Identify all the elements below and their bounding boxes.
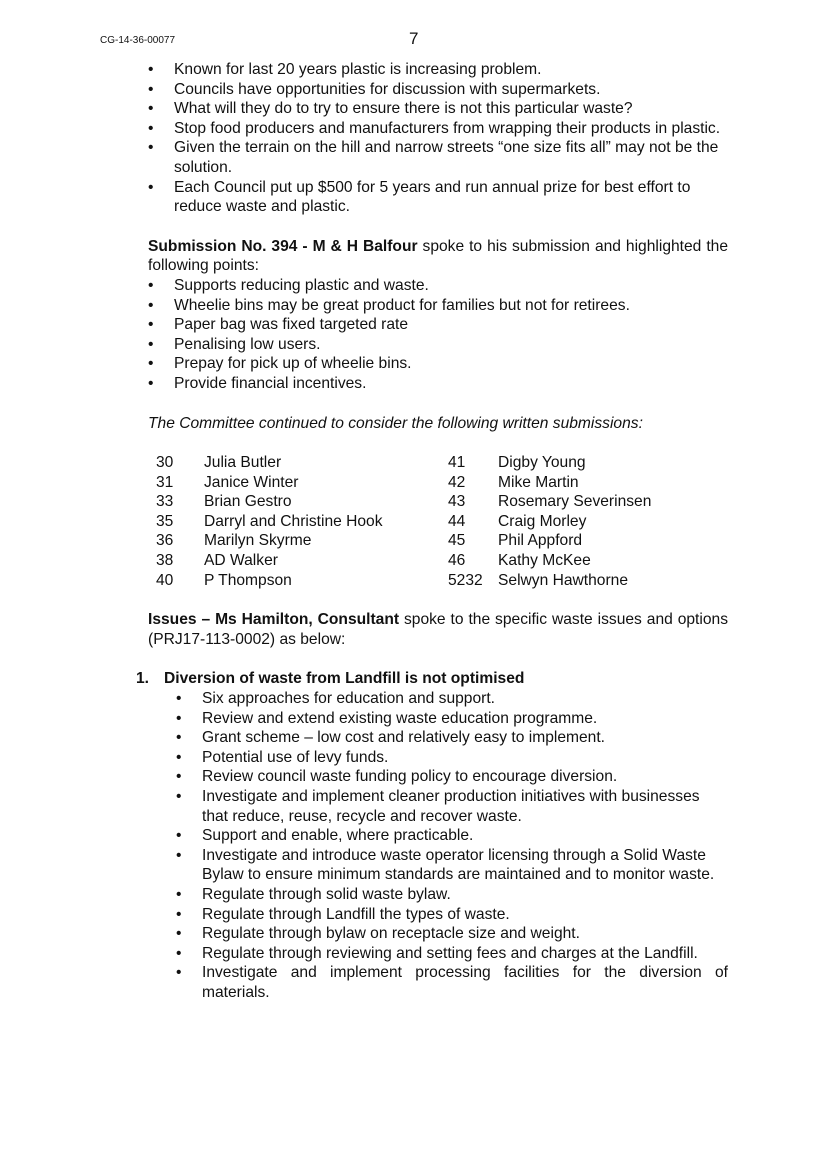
list-item: • Regulate through solid waste bylaw. — [176, 885, 728, 905]
submission-number: 46 — [448, 552, 466, 570]
page-number: 7 — [409, 29, 419, 48]
issues-text: spoke to the specific waste issues and options (PRJ17-113-0002) as below: — [148, 611, 728, 648]
submitter-name: Selwyn Hawthorne — [498, 571, 629, 589]
list-item: • Prepay for pick up of wheelie bins. — [148, 354, 728, 374]
submission-number: 38 — [156, 552, 174, 570]
submitter-name: Mike Martin — [498, 473, 579, 491]
list-item: • Review council waste funding policy to encourage diversion. — [176, 767, 728, 787]
submission-number: 33 — [156, 493, 174, 511]
list-item: • Each Council put up $500 for 5 years and run annual prize for best effort to reduce waste and plastic. — [148, 178, 728, 217]
list-item: • Regulate through bylaw on receptacle size and weight. — [176, 924, 728, 944]
submission-394-heading: Submission No. 394 - M & H Balfour — [148, 237, 418, 255]
list-item: • Six approaches for education and support. — [176, 689, 728, 709]
submitter-name: Darryl and Christine Hook — [204, 512, 383, 530]
submission-number: 41 — [448, 454, 466, 472]
submission-number: 35 — [156, 512, 174, 530]
list-item: • Known for last 20 years plastic is increasing problem. — [148, 60, 728, 80]
document-id: CG-14-36-00077 — [100, 35, 176, 46]
list-item: • Grant scheme – low cost and relatively easy to implement. — [176, 728, 728, 748]
submitter-name: Digby Young — [498, 454, 586, 472]
submitter-name: Marilyn Skyrme — [204, 532, 312, 550]
issues-paragraph — [148, 610, 728, 649]
table-row — [152, 571, 718, 591]
list-item: • What will they do to try to ensure there is not this particular waste? — [148, 99, 728, 119]
submission-number: 44 — [448, 512, 466, 530]
table-row — [152, 453, 718, 473]
list-item: • Investigate and introduce waste operator licensing through a Solid Waste Bylaw to ensure minimum standards are maintained and to monitor waste. — [176, 846, 728, 885]
submission-394-paragraph — [148, 237, 728, 276]
section-1-title: Diversion of waste from Landfill is not optimised — [164, 670, 525, 688]
submitter-name: Phil Appford — [498, 532, 583, 550]
submission-number: 36 — [156, 532, 174, 550]
list-item: • Potential use of levy funds. — [176, 748, 728, 768]
list-item: • Support and enable, where practicable. — [176, 826, 728, 846]
section-1-heading — [136, 669, 728, 689]
list-item: • Given the terrain on the hill and narrow streets “one size fits all” may not be the solution. — [148, 138, 728, 177]
submitter-name: Brian Gestro — [204, 493, 292, 511]
submission-number: 45 — [448, 532, 466, 550]
submitter-name: P Thompson — [204, 571, 292, 589]
submission-394-bullet-list — [148, 276, 728, 394]
submission-number: 42 — [448, 473, 466, 491]
submission-number: 43 — [448, 493, 466, 511]
list-item: • Provide financial incentives. — [148, 374, 728, 394]
list-item: • Review and extend existing waste education programme. — [176, 709, 728, 729]
list-item: • Councils have opportunities for discussion with supermarkets. — [148, 80, 728, 100]
submitter-name: Craig Morley — [498, 512, 587, 530]
list-item: • Paper bag was fixed targeted rate — [148, 315, 728, 335]
section-1-number: 1. — [136, 670, 150, 688]
list-item: • Regulate through Landfill the types of waste. — [176, 905, 728, 925]
list-item: • Supports reducing plastic and waste. — [148, 276, 728, 296]
submitter-name: Rosemary Severinsen — [498, 493, 652, 511]
list-item: • Investigate and implement cleaner production initiatives with businesses that reduce, reuse, recycle and recover waste. — [176, 787, 728, 826]
table-row — [152, 512, 718, 532]
written-submissions-table — [152, 453, 718, 590]
table-row — [152, 551, 718, 571]
list-item: • Regulate through reviewing and setting fees and charges at the Landfill. — [176, 944, 728, 964]
submitter-name: Janice Winter — [204, 473, 299, 491]
submitter-name: Julia Butler — [204, 454, 282, 472]
submission-394-text: spoke to his submission and highlighted the following points: — [148, 237, 728, 275]
list-item: • Penalising low users. — [148, 335, 728, 355]
table-row — [152, 531, 718, 551]
list-item: • Wheelie bins may be great product for families but not for retirees. — [148, 296, 728, 316]
submission-number: 31 — [156, 473, 174, 491]
submission-number: 30 — [156, 454, 174, 472]
table-row — [152, 473, 718, 493]
page-content — [136, 60, 728, 1003]
submission-number: 5232 — [448, 571, 483, 589]
list-item: • Stop food producers and manufacturers from wrapping their products in plastic. — [148, 119, 728, 139]
submitter-name: AD Walker — [204, 552, 278, 570]
written-submissions-intro: The Committee continued to consider the following written submissions: — [148, 414, 643, 432]
submission-number: 40 — [156, 571, 174, 589]
table-row — [152, 492, 718, 512]
intro-bullet-list — [148, 60, 728, 217]
submitter-name: Kathy McKee — [498, 552, 591, 570]
issues-heading: Issues – Ms Hamilton, Consultant — [148, 611, 400, 629]
list-item: • Investigate and implement processing facilities for the diversion of materials. — [176, 963, 728, 1002]
section-1-bullet-list — [148, 689, 728, 1003]
